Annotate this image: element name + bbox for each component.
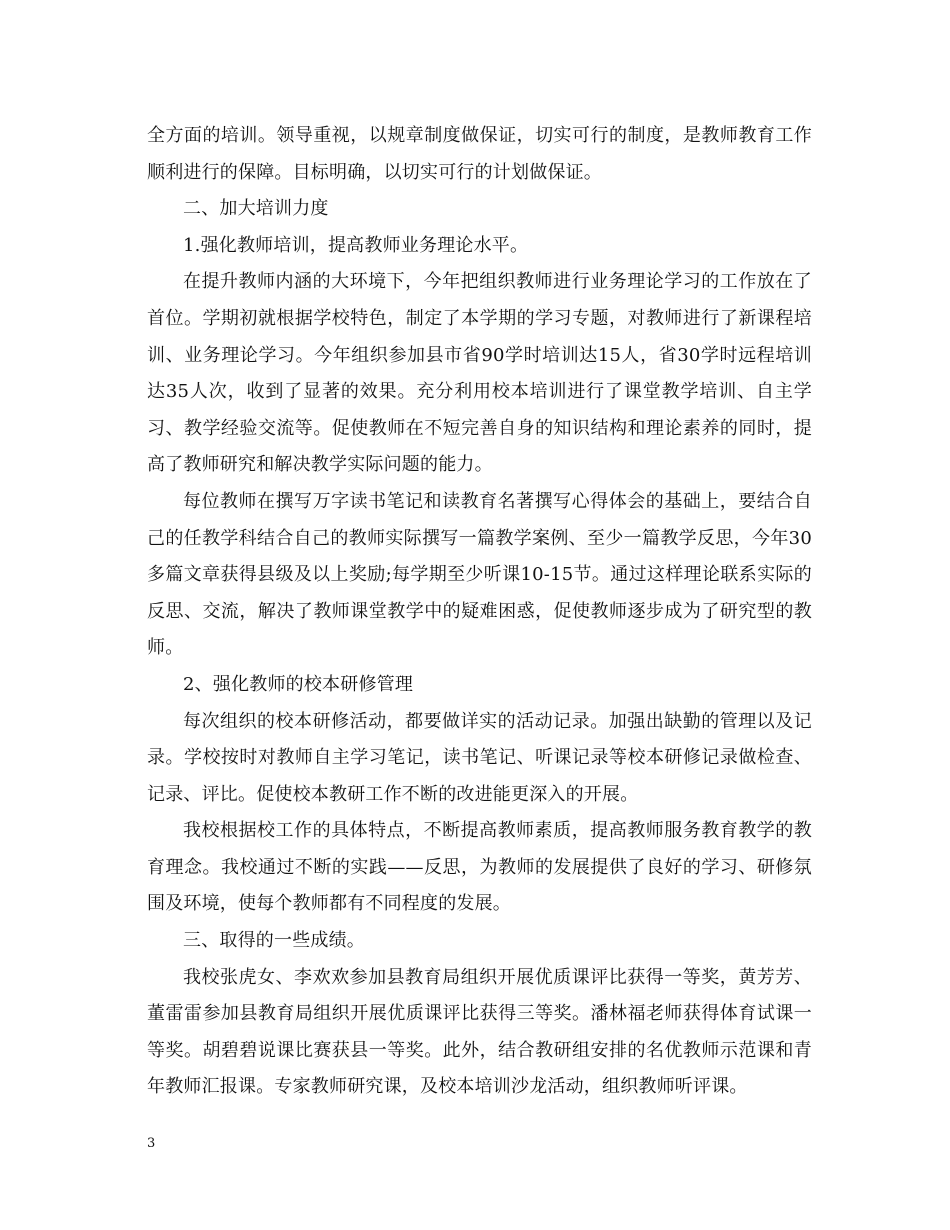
subheading-school-research-management: 2、强化教师的校本研修管理 [183,673,414,695]
paragraph-reading-notes: 每位教师在撰写万字读书笔记和读教育名著撰写心得体会的基础上，要结合自己的任教学科结合自己的教师实际撰写一篇教学案例、至少一篇教学反思，今年30多篇文章获得县级及以上奖励;每学期至少听课10-15节。通过这样理论联系实际的反思、交流，解决了教师课堂教学中的疑难困惑，促使教师逐步成为了研究型的教师。 [147,490,812,659]
section-heading-achievements: 三、取得的一些成绩。 [183,930,365,952]
paragraph-theory-study: 在提升教师内涵的大环境下，今年把组织教师进行业务理论学习的工作放在了首位。学期初就根据学校特色，制定了本学期的学习专题，对教师进行了新课程培训、业务理论学习。今年组织参加县市省90学时培训达15人，省30学时远程培训达35人次，收到了显著的效果。充分利用校本培训进行了课堂教学培训、自主学习、教学经验交流等。促使教师在不短完善自身的知识结构和理论素养的同时，提高了教师研究和解决教学实际问题的能力。 [147,271,812,476]
paragraph-awards: 我校张虎女、李欢欢参加县教育局组织开展优质课评比获得一等奖，黄芳芳、董雷雷参加县教育局组织开展优质课评比获得三等奖。潘林福老师获得体育试课一等奖。胡碧碧说课比赛获县一等奖。此外，结合教研组安排的名优教师示范课和青年教师汇报课。专家教师研究课，及校本培训沙龙活动，组织教师听评课。 [147,966,812,1098]
paragraph-activity-records: 每次组织的校本研修活动，都要做详实的活动记录。加强出缺勤的管理以及记录。学校按时对教师自主学习笔记，读书笔记、听课记录等校本研修记录做检查、记录、评比。促使校本教研工作不断的改进能更深入的开展。 [147,710,812,805]
subheading-teacher-training: 1.强化教师培训，提高教师业务理论水平。 [183,234,529,256]
paragraph-continuation: 全方面的培训。领导重视，以规章制度做保证，切实可行的制度，是教师教育工作顺利进行的保障。目标明确，以切实可行的计划做保证。 [147,125,812,183]
page-number: 3 [147,1136,156,1151]
section-heading-strengthen-training: 二、加大培训力度 [183,198,329,220]
paragraph-teacher-quality: 我校根据校工作的具体特点，不断提高教师素质，提高教师服务教育教学的教育理念。我校通过不断的实践——反思，为教师的发展提供了良好的学习、研修氛围及环境，使每个教师都有不同程度的发展。 [147,820,812,915]
document-body [147,118,812,1106]
